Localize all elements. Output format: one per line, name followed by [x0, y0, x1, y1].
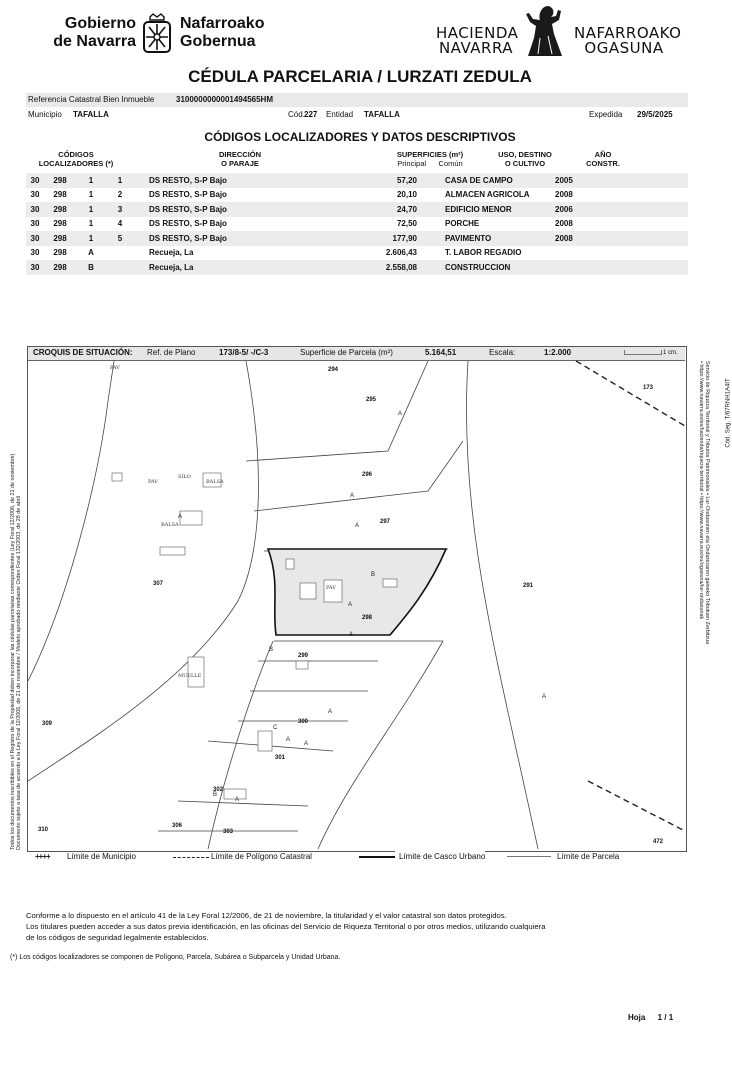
scale-value: 1:2.000 — [544, 348, 572, 357]
cell-uso: CONSTRUCCION — [445, 260, 555, 275]
cell-uni: 4 — [117, 219, 123, 229]
parcel-number-309: 309 — [42, 721, 53, 727]
cell-ano: 2006 — [555, 202, 688, 217]
gob-line1: Gobierno — [64, 15, 136, 32]
croquis-label: CROQUIS DE SITUACIÓN: — [33, 348, 133, 357]
cell-uni: 2 — [117, 190, 123, 200]
svg-text:A: A — [235, 797, 240, 803]
muelle-label: MUELLE — [178, 673, 202, 679]
balsa-label-2: BALSA — [161, 522, 179, 528]
cell-spacer — [423, 202, 445, 217]
legend-casco: Límite de Casco Urbano — [395, 850, 485, 864]
parcel-number-173: 173 — [643, 385, 654, 391]
cell-sub: 1 — [88, 190, 94, 200]
col-uso1-label: USO, DESTINO — [498, 150, 552, 159]
cell-par: 298 — [53, 248, 67, 258]
cell-uso: PORCHE — [445, 219, 480, 229]
cell-par: 298 — [44, 202, 76, 217]
footer-p1: Conforme a lo dispuesto en el artículo 41 de la Ley Foral 12/2006, de 21 de noviembre, la titularidad y el valor catastral son datos protegidos. — [26, 911, 507, 920]
parcel-298-outline — [268, 549, 446, 635]
poligono-line-icon — [173, 857, 209, 858]
parcel-number-301: 301 — [275, 755, 286, 761]
cell-pol: 30 — [30, 248, 40, 258]
cell-ano — [555, 246, 688, 261]
cell-spacer — [134, 188, 149, 203]
svg-text:A: A — [542, 694, 547, 700]
cell-spacer — [134, 217, 149, 232]
cell-sup: 24,70 — [367, 202, 423, 217]
section-title: CÓDIGOS LOCALIZADORES Y DATOS DESCRIPTIVOS — [204, 130, 516, 144]
cell-dir: DS RESTO, S-P Bajo — [149, 173, 367, 188]
svg-text:B: B — [269, 647, 274, 653]
parcel-number-291: 291 — [523, 583, 534, 589]
parcel-number-303: 303 — [223, 829, 234, 835]
footer-note: (*) Los códigos localizadores se componen de Polígono, Parcela, Subárea o Subparcela y Unidad Urbana. — [10, 954, 341, 961]
table-row — [26, 173, 688, 188]
cell-sub: A — [88, 248, 94, 258]
svg-text:A: A — [350, 493, 355, 499]
table-row — [26, 260, 688, 275]
col-loc-label: LOCALIZADORES (*) — [38, 159, 114, 168]
parcel-number-295: 295 — [366, 397, 377, 403]
col-dir2-label: O PARAJE — [221, 159, 259, 168]
cell-sub: 1 — [76, 231, 106, 246]
cell-pol: 30 — [26, 260, 44, 275]
page-counter — [628, 1013, 673, 1022]
legend-municipio: Límite de Municipio — [67, 852, 136, 861]
plano-ref-label: Ref. de Plano — [147, 348, 196, 357]
exp-label: Expedida — [589, 110, 623, 119]
muni-row — [26, 108, 688, 122]
cell-sup: 20,10 — [396, 190, 417, 200]
svg-text:A: A — [349, 632, 354, 638]
cell-sup: 72,50 — [396, 219, 417, 229]
pav-label-1: PAV — [110, 365, 120, 371]
cell-uso: PAVIMENTO — [445, 231, 555, 246]
cell-spacer — [134, 173, 149, 188]
map-legend — [27, 850, 685, 864]
cell-sub: 1 — [76, 173, 106, 188]
navarra-coat-of-arms-icon — [141, 14, 173, 54]
footer-p2: Los titulares pueden acceder a sus datos previa identificación, en las oficinas del Servicio de Riqueza Territorial o por otros medios, utilizando cualquiera — [26, 922, 546, 931]
cell-spacer — [134, 202, 149, 217]
cell-spacer — [423, 246, 445, 261]
col-dir1-label: DIRECCIÓN — [218, 150, 262, 159]
scale-label: Escala: — [489, 348, 516, 357]
cell-spacer — [134, 246, 149, 261]
col-sup-label: SUPERFICIES (m²) — [396, 150, 464, 159]
footer-p3: de los códigos de seguridad legalmente establecidos. — [26, 933, 209, 942]
svg-text:C: C — [273, 725, 278, 731]
col-ano — [580, 150, 626, 168]
cell-sup: 2.606,43 — [385, 248, 417, 258]
muni-value: TAFALLA — [73, 110, 109, 119]
col-superficies — [375, 150, 485, 168]
cell-pol: 30 — [30, 219, 40, 229]
cell-dir: DS RESTO, S-P Bajo — [149, 231, 367, 246]
table-row — [26, 188, 688, 203]
oga-line2: OGASUNA — [584, 39, 664, 57]
gobierno-navarra-logo — [28, 14, 265, 54]
cell-pol: 30 — [26, 173, 44, 188]
parcel-number-472: 472 — [653, 839, 664, 845]
table-row — [26, 231, 688, 246]
cell-par: 298 — [53, 190, 67, 200]
cell-ano — [555, 260, 688, 275]
oga-line1: NAFARROAKO — [574, 24, 682, 42]
cod-value: 227 — [304, 110, 318, 119]
parcel-number-299: 299 — [298, 653, 309, 659]
cell-par: 298 — [44, 260, 76, 275]
muni-label: Municipio — [28, 110, 62, 119]
cell-sup: 57,20 — [367, 173, 423, 188]
svg-text:A: A — [355, 523, 360, 529]
svg-text:B: B — [213, 792, 218, 798]
cell-dir: DS RESTO, S-P Bajo — [149, 219, 227, 229]
cell-uni: 5 — [106, 231, 134, 246]
left-legal-line2: Documento sujeto a tasa de acuerdo a la Ley Foral 12/2006, de 21 de noviembre / Modelo aprobado mediante Orden Foral 132/2003, de 28 de abril — [16, 496, 22, 850]
page-title: CÉDULA PARCELARIA / LURZATI ZEDULA — [188, 67, 532, 86]
plano-ref-value: 173/8-5/ -/C-3 — [219, 348, 269, 357]
cell-par: 298 — [53, 219, 67, 229]
cell-sup: 177,90 — [367, 231, 423, 246]
cell-spacer — [423, 231, 445, 246]
cell-uni: 1 — [106, 173, 134, 188]
cell-dir: DS RESTO, S-P Bajo — [149, 202, 367, 217]
svg-text:A: A — [304, 741, 309, 747]
right-service-line1: Servicio de Riqueza Territorial y Tributos Patrimoniales • Lur-Ondasunen eta Ondarezaren gaineko Tributuen Zerbitzua — [704, 361, 710, 645]
cell-spacer — [423, 188, 445, 203]
col-uso — [475, 150, 575, 168]
legend-parcela: Límite de Parcela — [557, 852, 620, 861]
left-legal-text — [10, 370, 22, 850]
cell-uni: 3 — [106, 202, 134, 217]
cell-uso: ALMACEN AGRICOLA — [445, 190, 530, 200]
svg-text:A: A — [348, 602, 353, 608]
cell-uni — [106, 260, 134, 275]
cell-ano: 2008 — [555, 231, 688, 246]
cell-par: 298 — [44, 231, 76, 246]
cell-pol: 30 — [30, 190, 40, 200]
cell-uso: T. LABOR REGADIO — [445, 248, 522, 258]
cell-spacer — [423, 217, 445, 232]
parcel-number-300: 300 — [298, 719, 309, 725]
hoja-value: 1 / 1 — [657, 1013, 674, 1022]
footer-notice — [26, 910, 666, 943]
hoja-label: Hoja — [628, 1013, 646, 1022]
parcel-area-value: 5.164,51 — [425, 348, 457, 357]
naf-line1: Nafarroako — [180, 15, 265, 32]
security-code: Cód. Seg. T/67RNH1A4IT — [725, 378, 732, 448]
col-uso2-label: O CULTIVO — [504, 159, 546, 168]
cell-ano: 2005 — [555, 173, 688, 188]
parcel-number-298: 298 — [362, 615, 373, 621]
parcel-number-296: 296 — [362, 472, 373, 478]
balsa-label-1: BALSA — [206, 479, 224, 485]
parcel-number-310: 310 — [38, 827, 49, 833]
cell-ano: 2008 — [555, 219, 573, 229]
cell-spacer — [134, 260, 149, 275]
cell-sub: 1 — [76, 202, 106, 217]
parcel-area-label: Superficie de Parcela (m²) — [300, 348, 393, 357]
parcel-number-307: 307 — [153, 581, 164, 587]
cadastral-map — [28, 361, 685, 849]
locator-table — [26, 173, 688, 275]
col-comun-label: Común — [438, 159, 463, 168]
pav-label-2: PAV — [148, 479, 158, 485]
cell-spacer — [134, 231, 149, 246]
cell-par: 298 — [44, 173, 76, 188]
cell-uni — [106, 246, 134, 261]
gob-line2: de Navarra — [53, 33, 136, 50]
cell-pol: 30 — [26, 231, 44, 246]
col-ano1-label: AÑO — [594, 150, 612, 159]
svg-text:A: A — [328, 709, 333, 715]
right-service-line2: • https://www.navarra.es/es/hacienda/riqueza-territorial • https://www.navarra.eus/eu/ogasuna/lur-ondasunak — [698, 361, 704, 620]
svg-text:A: A — [286, 737, 291, 743]
table-row — [26, 202, 688, 217]
svg-text:A: A — [398, 411, 403, 417]
svg-text:B: B — [371, 572, 376, 578]
col-direccion — [190, 150, 290, 168]
cell-pol: 30 — [26, 202, 44, 217]
cell-spacer — [423, 173, 445, 188]
municipio-line-icon: ++++ — [35, 852, 50, 861]
col-ano2-label: CONSTR. — [586, 159, 620, 168]
silo-label: SILO — [178, 474, 191, 480]
ref-label: Referencia Catastral Bien Inmueble — [28, 95, 155, 104]
naf-line2: Gobernua — [180, 33, 256, 50]
parcela-line-icon — [507, 856, 551, 857]
cell-dir: Recueja, La — [149, 248, 194, 258]
cell-sub: B — [76, 260, 106, 275]
cell-dir: DS RESTO, S-P Bajo — [149, 190, 227, 200]
hac-line1: HACIENDA — [436, 24, 519, 42]
left-legal-line1: Todos los documentos inscribibles en el Registro de la Propiedad deben incorporar las cédulas parcelarias correspondientes (Ley Foral 12/2006, de 21 de noviembre) — [10, 453, 16, 850]
right-service-text — [698, 361, 710, 851]
cod-label: Cód. — [288, 110, 305, 119]
hacienda-navarra-logo — [436, 4, 696, 56]
col-cod-label: CÓDIGOS — [58, 150, 94, 159]
parcel-number-302: 302 — [213, 787, 224, 793]
ref-value: 3100000000001494565HM — [176, 95, 273, 104]
parcel-number-297: 297 — [380, 519, 391, 525]
hac-line2: NAVARRA — [438, 39, 514, 57]
legend-poligono: Límite de Polígono Catastral — [211, 852, 312, 861]
ent-value: TAFALLA — [364, 110, 400, 119]
ent-label: Entidad — [326, 110, 354, 119]
pav-label-3: PAV — [326, 585, 336, 591]
svg-text:A: A — [178, 514, 183, 520]
exp-value: 29/5/2025 — [637, 110, 673, 119]
cell-dir: Recueja, La — [149, 260, 367, 275]
parcel-number-294: 294 — [328, 367, 339, 373]
cell-uso: EDIFICIO MENOR — [445, 202, 555, 217]
cell-spacer — [423, 260, 445, 275]
table-row — [26, 217, 688, 232]
cell-ano: 2008 — [555, 190, 573, 200]
cell-uso: CASA DE CAMPO — [445, 173, 555, 188]
cell-sub: 1 — [88, 219, 94, 229]
cell-sup: 2.558,08 — [367, 260, 423, 275]
hacienda-figure-icon — [518, 4, 570, 56]
ref-row — [26, 93, 688, 107]
parcel-number-306: 306 — [172, 823, 183, 829]
col-codigos — [30, 150, 122, 168]
table-row — [26, 246, 688, 261]
scale-bar-label: 1 cm. — [663, 350, 678, 356]
col-principal-label: Principal — [397, 159, 427, 168]
